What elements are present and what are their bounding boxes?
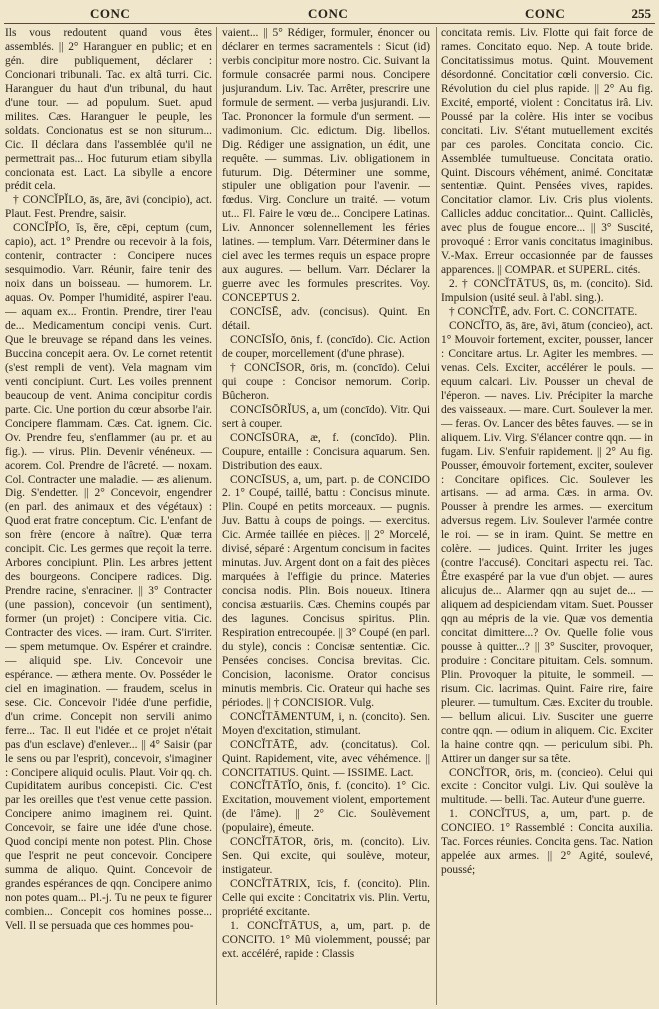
column-divider: [216, 27, 217, 1005]
column-3: [441, 27, 653, 1005]
guide-word-left: CONC: [90, 6, 131, 21]
header-rule: [4, 23, 655, 24]
entry-concisorius: CONCĪSŌRĬUS, a, um (concīdo). Vitr. Qui sert à couper.: [222, 403, 430, 430]
entry-concitatus-2: 2. † CONCĬTĀTUS, ūs, m. (concito). Sid. Impulsion (usité seul. à l'abl. sing.).: [441, 278, 653, 305]
entry-concitor: CONCĬTOR, ōris, m. (concieo). Celui qui excite : Concitor vulgi. Liv. Qui soulève la multitude. — belli. Tac. Auteur d'une guerre.: [441, 766, 653, 807]
guide-word-right: CONC: [525, 6, 566, 21]
column-divider: [436, 27, 437, 1005]
entry-continuation: concitata remis. Liv. Flotte qui fait force de rames. Concitato equo. Nep. A toute bride. Concitatissimus motus. Quint. Mouvement désordonné. Concitatior cœli conversio. Cic. Révolution du ciel plus rapide. || 2° Au fig. Excité, emporté, violent : Concitatus irâ. Liv. Poussé par la colère. His inter se vocibus concitati. Liv. S'étant mutuellement excités par ces paroles. Concitata concio. Cic. Assemblée tumultueuse. Concitata oratio. Quint. Discours véhément, animé. Concitatæ sententiæ. Quint. Pensées vives, rapides. Concitatior clamor. Liv. Cris plus violents. Callicles adduc concitatior... Quint. Calliclès, avec plus de fougue encore... || 3° Suscité, provoqué : Error vanis concitatus imaginibus. V.-Max. Erreur occasionnée par de fausses apparences. || COMPAR. et SUPERL. cités.: [441, 27, 653, 277]
entry-concitamentum: CONCĬTĀMENTUM, i, n. (concito). Sen. Moyen d'excitation, stimulant.: [222, 710, 430, 737]
entry-concisura: CONCĪSŪRA, æ, f. (concīdo). Plin. Coupure, entaille : Concisura aquarum. Sen. Distribution des eaux.: [222, 431, 430, 472]
column-2: [222, 27, 430, 1005]
entry-concitator: CONCĬTĀTOR, ōris, m. (concito). Liv. Sen. Qui excite, qui soulève, moteur, instigateur.: [222, 836, 430, 877]
entry-continuation: vaient... || 5° Rédiger, formuler, énoncer ou déclarer en termes sacramentels : Sicut (id) verbis concipitur more nostro. Cic. Suivant la formule consacrée parmi nous. Concipere jusjurandum. Liv. Tac. Arrêter, prescrire une formule de serment. — verba jusjurandi. Liv. Tac. Prononcer la formule d'un serment. — vadimonium. Cic. edictum. Dig. libellos. Dig. Rédiger une assignation, un édit, une requête. — summas. Liv. obligationem in futurum. Dig. Déterminer une somme, stipuler une obligation pour l'avenir. — fœdus. Virg. Conclure un traité. — votum ut... Fl. Faire le vœu de... Concipere Latinas. Liv. Annoncer solennellement les féries latines. — templum. Varr. Déterminer dans le ciel avec les termes requis un espace propre aux augures. — bellum. Varr. Déclarer la guerre avec les formules prescrites. Voy. CONCEPTUS 2.: [222, 27, 430, 305]
entry-concito: CONCĬTO, ās, āre, āvi, ātum (concieo), act. 1° Mouvoir fortement, exciter, pousser, lancer : Concitare artus. Lr. Agiter les membres. — venas. Cels. Exciter, accélérer le pouls. — equum calcari. Liv. Pousser un cheval de l'éperon. — naves. Liv. Précipiter la marche des vaisseaux. — mare. Curt. Soulever la mer. — feras. Ov. Lancer des bêtes fauves. — se in aliquem. Liv. Virg. S'élancer contre qqn. — in fugam. Liv. S'enfuir rapidement. || 2° Au fig. Pousser, émouvoir fortement, exciter, soulever : Concitare opifices. Cic. Soulever les artisans. — ad arma. Cæs. in arma. Ov. Pousser à prendre les armes. — exercitum adversus regem. Liv. Soulever l'armée contre le roi. — se in iram. Quint. Se mettre en colère. — judices. Quint. Irriter les juges (contre l'accusé). Concitari aspectu rei. Tac. Être exaspéré par la vue d'un objet. — aures alicujus de... Alarmer qqn au sujet de... — aliquem ad despiciendam vitam. Suet. Pousser qqn au mépris de la vie. Quæ vos dementia concitat dimittere...? Ov. Quelle folie vous pousse à quitter...? || 3° Susciter, provoquer, produire : Concitare pituitam. Cels. somnum. Plin. Provoquer la pituite, le sommeil. — risum. Cic. lacrimas. Quint. Faire rire, faire pleurer. — tumultum. Cæs. Exciter du trouble. — bellum alicui. Liv. Susciter une guerre contre qqn. — odium in aliquem. Cic. Exciter la haine contre qqn. — periculum sibi. Ph. Attirer un danger sur sa tête.: [441, 320, 653, 765]
guide-word-middle: CONC: [308, 6, 349, 21]
entry-concisio: CONCĪSĬO, ōnis, f. (concīdo). Cic. Action de couper, morcellement (d'une phrase).: [222, 333, 430, 360]
entry-concitatrix: CONCĬTĀTRIX, īcis, f. (concito). Plin. Celle qui excite : Concitatrix vis. Plin. Vertu, propriété excitante.: [222, 878, 430, 919]
entry-concitate: CONCĬTĀTĒ, adv. (concitatus). Col. Quint. Rapidement, vite, avec véhémence. || CONCITATIUS. Quint. — ISSIME. Lact.: [222, 738, 430, 779]
entry-concisus: CONCĪSUS, a, um, part. p. de CONCIDO 2. 1° Coupé, taillé, battu : Concisus minute. Plin. Coupé en petits morceaux. — pugnis. Juv. Battu à coups de poings. — exercitus. Cic. Armée taillée en pièces. || 2° Morcelé, divisé, séparé : Argentum concisum in facites minutas. Juv. Argent dont on a fait des pièces marquées à l'effigie du prince. Materies concisa nodis. Plin. Bois noueux. Itinera concisa æstuariis. Cæs. Chemins coupés par des lagunes. Concisus spiritus. Plin. Respiration entrecoupée. || 3° Coupé (en parl. du style), concis : Concisæ sententiæ. Cic. Pensées concises. Concisa brevitas. Cic. Concision, laconisme. Orator concisus minutis membris. Cic. Orateur qui hache ses périodes. || † CONCISIOR. Vulg.: [222, 473, 430, 709]
column-1: [5, 27, 212, 1005]
entry-concipilo: † CONCĬPĬLO, ās, āre, āvi (concipio), act. Plaut. Fest. Prendre, saisir.: [5, 194, 212, 221]
entry-concise: CONCĪSĒ, adv. (concisus). Quint. En détail.: [222, 306, 430, 333]
entry-concite: † CONCĬTĒ, adv. Fort. C. CONCITATE.: [449, 306, 638, 319]
running-header: [0, 0, 659, 24]
entry-concipio: CONCĬPĬO, ĭs, ĕre, cēpi, ceptum (cum, capio), act. 1° Prendre ou recevoir à la fois, contenir, contracter : Concipere nuces sesquimodio. Varr. Réunir, faire tenir des noix dans un boisseau. — humorem. Lr. aquas. Ov. Pomper l'humidité, aspirer l'eau. — aquam ex... Frontin. Prendre, tirer l'eau de... Medicamentum concipi venis. Curt. Que le breuvage se répand dans les veines. Buccina concepit aera. Ov. Le cornet retentit (s'est rempli de vent). Vela magnam vim venti concipiunt. Curt. Les voiles prennent beaucoup de vent. Anima concipitur cordis parte. Cic. Une portion du cœur absorbe l'air. Concipere flammam. Cæs. Cat. ignem. Cic. Ov. Prendre feu, s'enflammer (au pr. et au fig.). — virus. Plin. Devenir vénéneux. — acorem. Col. Prendre de l'âcreté. — noxam. Col. Contracter une maladie. — æs alienum. Dig. S'endetter. || 2° Concevoir, engendrer (en parl. des animaux et des végétaux) : Quod erat fratre conceptum. Cic. L'enfant de son frère (encore à naître). Quæ terra concipit. Cic. Les germes que reçoit la terre. Arbores concipiunt. Plin. Les arbres jettent des bourgeons. Concipere radices. Dig. Prendre racine, s'enraciner. || 3° Contracter (une passion), concevoir (un sentiment), former (un projet) : Concipere vitia. Cic. Contracter des vices. — iram. Curt. S'irriter. — spem metumque. Ov. Espérer et craindre. — aliquid spe. Liv. Concevoir une espérance. — æthera mente. Ov. Posséder le ciel en imagination. — fraudem, scelus in sese. Cic. Concevoir l'idée d'une perfidie, d'un crime. Concepit non servili animo ferre... Tac. Il eut l'idée et ce projet n'était pas d'un esclave) d'enlever... || 4° Saisir (par le sens ou par l'esprit), concevoir, s'imaginer : Concipere aliquid oculis. Plaut. Voir qq. ch. Cupiditatem auribus concepisti. Cic. C'est par les oreilles que t'est venue cette passion. Concipere animo imaginem rei. Quint. Concevoir, se faire une idée d'une chose. Quod concipi mente non potest. Plin. Chose que l'esprit ne peut concevoir. Concipere summa de aliquo. Quint. Concevoir de grandes espérances de qqn. Concipere animo non potes quam... Pl.-j. Tu ne peux te figurer combien... Concepit cos homines posse... Vell. Il se persuada que ces hommes pou-: [5, 222, 212, 932]
page-number: 255: [631, 6, 651, 21]
entry-concisor: † CONCĪSOR, ōris, m. (concīdo). Celui qui coupe : Concisor nemorum. Corip. Bûcheron.: [222, 361, 430, 402]
entry-continuation: Ils vous redoutent quand vous êtes assemblés. || 2° Haranguer en public; et en gén. dire publiquement, déclarer : Concionari tribunali. Tac. ex altâ turri. Cic. Haranguer du haut d'un tribunal, du haut d'une tour. — ad populum. Suet. apud milites. Cæs. Haranguer le peuple, les soldats. Concionatus est se non siturum... Cic. Il déclara dans l'assemblée qu'il ne permettrait pas... Hoc futurum etiam sibylla concionata est. Lact. La sibylle a encore prédit cela.: [5, 27, 212, 193]
entry-concitatus-1: 1. CONCĬTĀTUS, a, um, part. p. de CONCITO. 1° Mû violemment, poussé; par ext. accéléré, rapide : Classis: [222, 920, 430, 960]
entry-concitus: 1. CONCĬTUS, a, um, part. p. de CONCIEO. 1° Rassemblé : Concita auxilia. Tac. Forces réunies. Concita gens. Tac. Nation appelée aux armes. || 2° Agité, soulevé, poussé;: [441, 808, 653, 877]
entry-concitatio: CONCĬTĀTĬO, ōnis, f. (concito). 1° Cic. Excitation, mouvement violent, emportement (de l'âme). || 2° Cic. Soulèvement (populaire), émeute.: [222, 780, 430, 835]
